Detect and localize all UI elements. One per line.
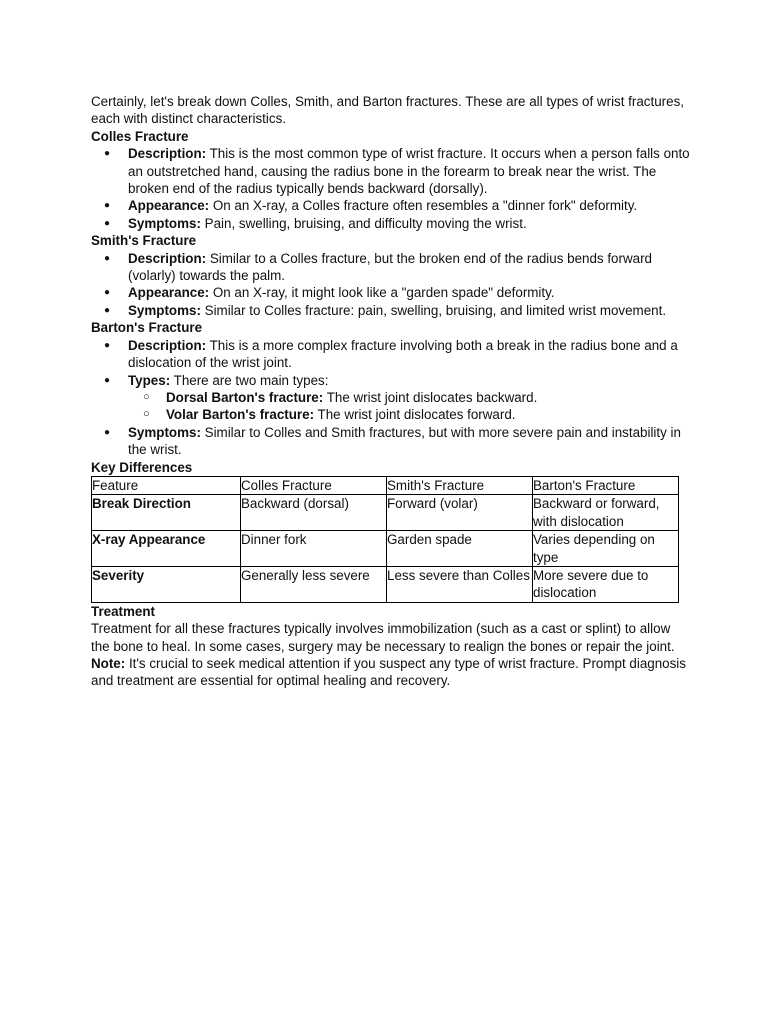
item-text: Similar to Colles and Smith fractures, but with more severe pain and instability in the wrist. bbox=[128, 424, 681, 458]
list-item bbox=[91, 337, 691, 372]
colles-list bbox=[91, 145, 691, 232]
item-label: Symptoms: bbox=[128, 215, 201, 231]
sub-list-item bbox=[128, 406, 691, 423]
colles-heading: Colles Fracture bbox=[91, 128, 189, 144]
item-text: This is a more complex fracture involving both a break in the radius bone and a dislocation of the wrist joint. bbox=[128, 337, 678, 371]
item-label: Description: bbox=[128, 250, 207, 266]
table-header-cell: Feature bbox=[92, 476, 241, 494]
table-cell: More severe due to dislocation bbox=[533, 566, 679, 602]
list-item bbox=[91, 145, 691, 197]
item-label: Symptoms: bbox=[128, 302, 201, 318]
note-label: Note: bbox=[91, 656, 126, 671]
table-header-cell: Barton's Fracture bbox=[533, 476, 679, 494]
key-differences-heading: Key Differences bbox=[91, 459, 193, 475]
item-text: Pain, swelling, bruising, and difficulty moving the wrist. bbox=[200, 215, 527, 231]
table-row bbox=[92, 566, 679, 602]
item-text: On an X-ray, a Colles fracture often resembles a "dinner fork" deformity. bbox=[209, 198, 638, 214]
table-cell: Garden spade bbox=[387, 531, 533, 567]
table-header-cell: Smith's Fracture bbox=[387, 476, 533, 494]
note-text: It's crucial to seek medical attention if you suspect any type of wrist fracture. Prompt diagnosis and treatment are essential for optimal healing and recovery. bbox=[91, 656, 686, 689]
subitem-label: Volar Barton's fracture: bbox=[166, 407, 315, 423]
table-header-cell: Colles Fracture bbox=[241, 476, 387, 494]
subitem-text: The wrist joint dislocates backward. bbox=[323, 389, 538, 405]
list-item bbox=[91, 372, 691, 424]
list-item bbox=[91, 284, 691, 301]
table-cell: Backward (dorsal) bbox=[241, 495, 387, 531]
list-item bbox=[91, 215, 691, 232]
item-text: Similar to Colles fracture: pain, swelling, bruising, and limited wrist movement. bbox=[200, 302, 667, 318]
barton-list bbox=[91, 337, 691, 459]
smith-heading: Smith's Fracture bbox=[91, 233, 197, 249]
item-label: Symptoms: bbox=[128, 424, 201, 440]
key-differences-table bbox=[91, 476, 679, 603]
item-label: Description: bbox=[128, 146, 207, 162]
item-text: There are two main types: bbox=[170, 372, 329, 388]
table-row-label: X-ray Appearance bbox=[92, 531, 241, 567]
table-cell: Dinner fork bbox=[241, 531, 387, 567]
item-text: This is the most common type of wrist fracture. It occurs when a person falls onto an outstretched hand, causing the radius bone in the forearm to break near the wrist. The broken end of the radius typically bends backward (dorsally). bbox=[128, 146, 690, 197]
intro-paragraph: Certainly, let's break down Colles, Smith, and Barton fractures. These are all types of wrist fractures, each with distinct characteristics. bbox=[91, 94, 684, 127]
table-cell: Varies depending on type bbox=[533, 531, 679, 567]
subitem-text: The wrist joint dislocates forward. bbox=[314, 407, 516, 423]
note-paragraph bbox=[91, 655, 691, 690]
item-label: Appearance: bbox=[128, 198, 210, 214]
barton-types-sublist bbox=[128, 389, 691, 424]
item-label: Types: bbox=[128, 372, 171, 388]
table-row-label: Break Direction bbox=[92, 495, 241, 531]
treatment-paragraph: Treatment for all these fractures typically involves immobilization (such as a cast or splint) to allow the bone to heal. In some cases, surgery may be necessary to realign the bones or repair the joint. bbox=[91, 621, 675, 654]
table-row bbox=[92, 531, 679, 567]
sub-list-item bbox=[128, 389, 691, 406]
table-cell: Backward or forward, with dislocation bbox=[533, 495, 679, 531]
document-page bbox=[91, 93, 691, 690]
subitem-label: Dorsal Barton's fracture: bbox=[166, 389, 324, 405]
table-cell: Forward (volar) bbox=[387, 495, 533, 531]
smith-list bbox=[91, 250, 691, 320]
table-row-label: Severity bbox=[92, 566, 241, 602]
table-cell: Generally less severe bbox=[241, 566, 387, 602]
list-item bbox=[91, 302, 691, 319]
item-text: On an X-ray, it might look like a "garden spade" deformity. bbox=[209, 285, 555, 301]
item-label: Description: bbox=[128, 337, 207, 353]
list-item bbox=[91, 424, 691, 459]
item-text: Similar to a Colles fracture, but the broken end of the radius bends forward (volarly) towards the palm. bbox=[128, 250, 652, 284]
table-row bbox=[92, 495, 679, 531]
table-header-row bbox=[92, 476, 679, 494]
item-label: Appearance: bbox=[128, 285, 210, 301]
list-item bbox=[91, 197, 691, 214]
list-item bbox=[91, 250, 691, 285]
barton-heading: Barton's Fracture bbox=[91, 320, 203, 336]
treatment-heading: Treatment bbox=[91, 603, 155, 619]
table-cell: Less severe than Colles bbox=[387, 566, 533, 602]
